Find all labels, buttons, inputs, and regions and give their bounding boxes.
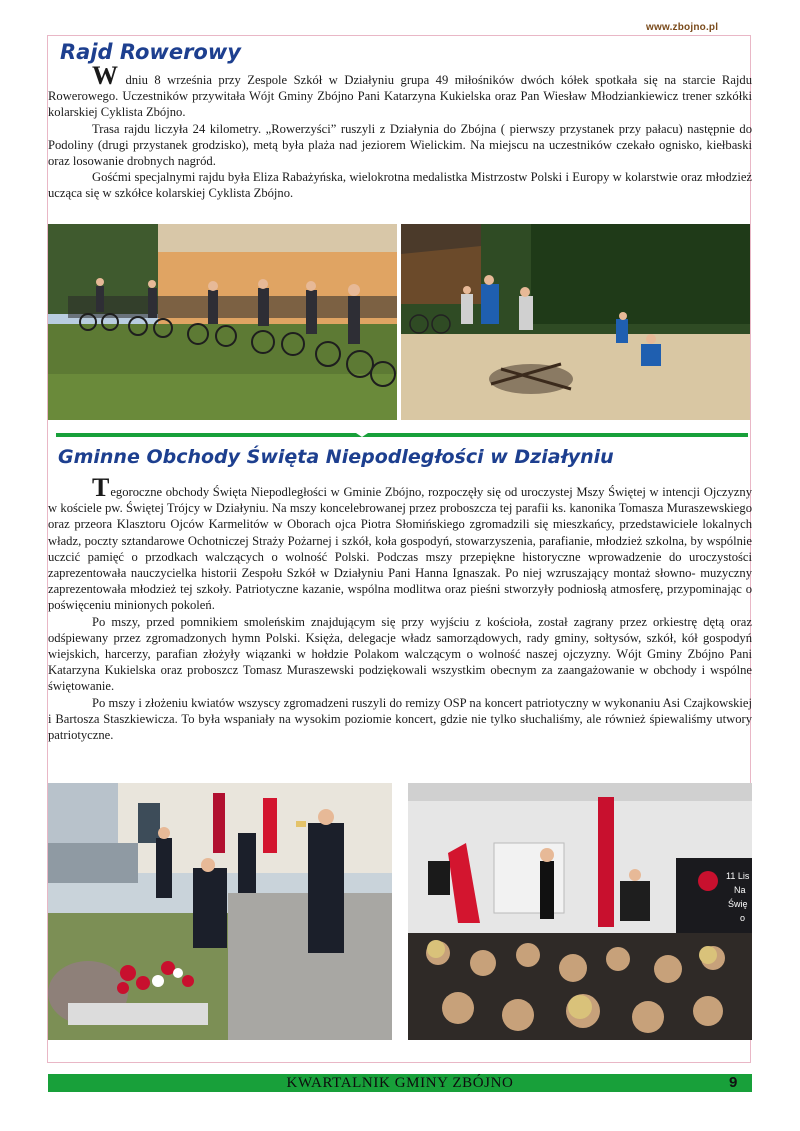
section-title-niepodleglosc: Gminne Obchody Święta Niepodległości w Działyniu <box>58 446 614 468</box>
paragraph <box>48 61 752 121</box>
banner-text: Na <box>734 885 746 895</box>
photo-campfire <box>401 224 750 420</box>
photo-monument-ceremony <box>48 783 392 1040</box>
section-divider <box>56 433 748 437</box>
footer-title: KWARTALNIK GMINY ZBÓJNO <box>286 1075 514 1091</box>
article-rajd <box>48 61 752 202</box>
banner-text: Świę <box>728 899 748 909</box>
photo-cyclists <box>48 224 397 420</box>
photo-concert <box>408 783 752 1040</box>
paragraph: Po mszy, przed pomnikiem smoleńskim znajdującym się przy wyjściu z kościoła, został zagrany przez orkiestrę dętą oraz odśpiewany przez zgromadzonych hymn Polski. Księża, delegacje władz samorządowych, rady gminy, sołtysów, szkół, kół gospodyń wiejskich, harcerzy, parafian złożyły wiązanki w hołdzie Polakom walczącym o wolność naszej ojczyzny. Wójt Gminy Zbójno Pani Katarzyna Kukielska oraz proboszcz Tomasz Muraszewski podziękowali wszystkim obecnym za zaangażowanie w obchody i wspólne świętowanie. <box>48 614 752 694</box>
page-number: 9 <box>729 1074 738 1091</box>
section-title-rajd: Rajd Rowerowy <box>60 40 241 64</box>
drop-cap: T <box>92 473 110 502</box>
paragraph: Trasa rajdu liczyła 24 kilometry. „Rowerzyści” ruszyli z Działynia do Zbójna ( pierwszy przystanek przy pałacu) następnie do Podoliny (drugi przystanek grodzisko), metą była plaża nad jeziorem Wielickim. Na miejscu na uczestników czekało ognisko, kiełbaski oraz losowanie drobnych nagród. <box>48 121 752 169</box>
paragraph <box>48 473 752 614</box>
article-niepodleglosc <box>48 473 752 743</box>
paragraph-text: dniu 8 września przy Zespole Szkół w Działyniu grupa 49 miłośników dwóch kółek spotkała się na starcie Rajdu Rowerowego. Uczestników przywitała Wójt Gminy Zbójno Pani Katarzyna Kukielska oraz Pan Wiesław Młodziankiewicz trener szkółki kolarskiej Cyklista Zbójno. <box>48 73 752 120</box>
drop-cap: W <box>92 61 118 90</box>
paragraph: Po mszy i złożeniu kwiatów wszyscy zgromadzeni ruszyli do remizy OSP na koncert patriotyczny w wykonaniu Asi Czajkowskiej i Bartosza Staszkiewicza. To była wspaniały na wysokim poziomie koncert, gdzie nie tylko słuchaliśmy, ale również śpiewaliśmy utwory patriotyczne. <box>48 695 752 743</box>
site-url[interactable]: www.zbojno.pl <box>646 22 719 33</box>
paragraph: Gośćmi specjalnymi rajdu była Eliza Rabażyńska, wielokrotna medalistka Mistrzostw Polski i Europy w kolarstwie oraz młodzież ucząca się w szkółce kolarskiej Cyklista Zbójno. <box>48 170 752 201</box>
paragraph-text: egoroczne obchody Święta Niepodległości w Gminie Zbójno, rozpoczęły się od uroczystej Mszy Świętej w intencji Ojczyzny w kościele pw. Świętej Trójcy w Działyniu. Na mszy koncelebrowanej przez proboszcza tej parafii ks. kanonika Tomasza Muraszewskiego oraz przeora Klasztoru Ojców Karmelitów w Oborach ojca Piotra Słomińskiego zgromadzili się mieszkańcy, przedstawiciele lokalnych władz, poczty sztandarowe Ochotniczej Straży Pożarnej i szkół, koła gospodyń, stowarzyszenia, parafianie, młodzież szkolna, by wspólnie uczcić pamięć o przodkach walczących o wolność Polski. Podczas mszy przepiękne historyczne wprowadzenie do uroczystości zaprezentowała nauczycielka historii Zespołu Szkół w Działyniu Pani Hanna Ignaszak. Po niej wzruszający montaż słowno- muzyczny zaprezentowała młodzież tej szkoły. Patriotyczne kazanie, wspólna modlitwa oraz pieśni stworzyły podniosłą atmosferę, przypominając o poświęceniu minionych pokoleń. <box>48 485 752 613</box>
banner-text: o <box>740 913 746 923</box>
banner-text: 11 Lis <box>726 871 750 881</box>
